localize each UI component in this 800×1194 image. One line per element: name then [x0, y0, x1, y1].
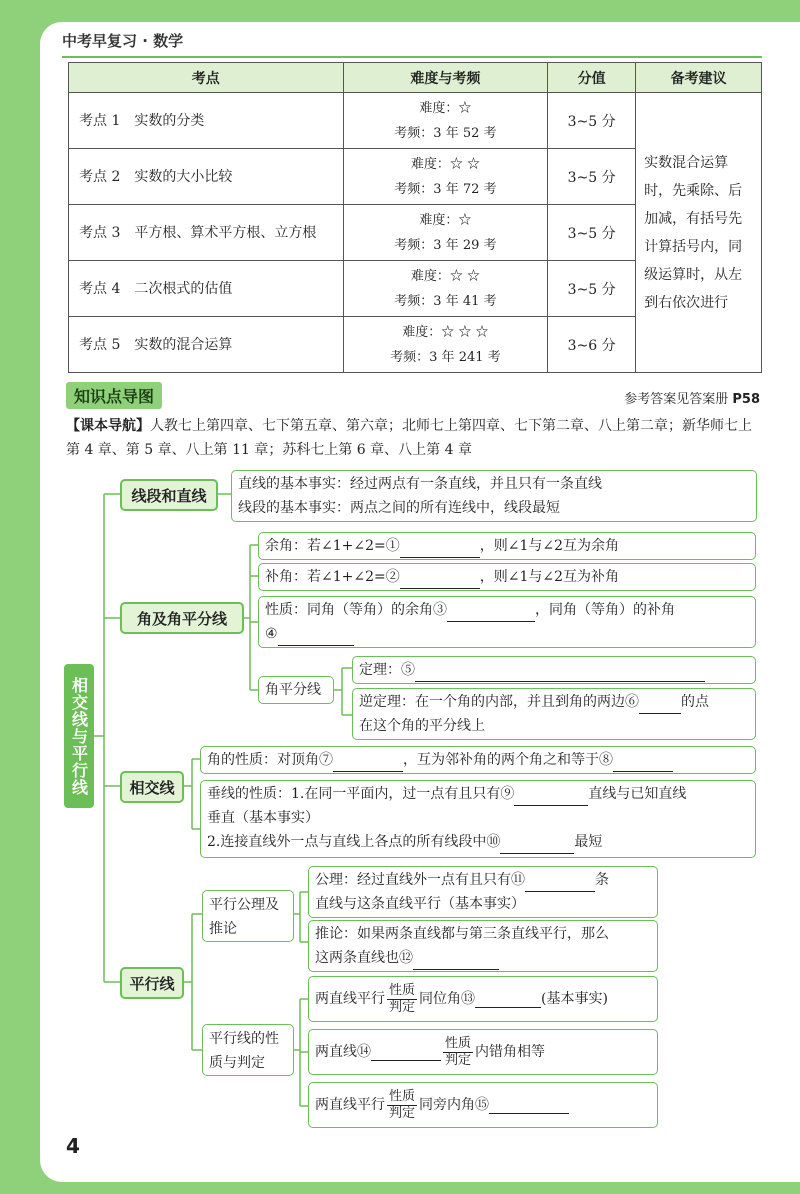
co-interior-angle-box	[308, 1082, 658, 1128]
score-cell: 3~5 分	[548, 93, 636, 149]
blank-8	[613, 754, 673, 772]
blank-11	[525, 874, 595, 892]
frequency-text: 考频：3 年 29 考	[394, 237, 497, 253]
bisector-converse-text: 逆定理：在一个角的内部，并且到角的两边⑥	[359, 694, 639, 710]
blank-9	[514, 788, 588, 806]
alternate-angle-box	[308, 1029, 658, 1075]
perpendicular-text-2: 2.连接直线外一点与直线上各点的所有线段中⑩	[207, 834, 501, 850]
page-header-title: 中考早复习 · 数学	[62, 32, 184, 50]
blank-5	[415, 664, 705, 682]
frequency-text: 考频：3 年 72 考	[394, 181, 497, 197]
blank-3	[447, 604, 535, 622]
perpendicular-text-1-line2: 垂直（基本事实）	[207, 810, 319, 826]
rule-1-mid: 同位角⑬	[419, 991, 476, 1007]
complementary-text-end: ，则∠1与∠2互为余角	[479, 538, 620, 554]
topic-intersecting-lines: 相交线	[120, 771, 184, 803]
vertical-angle-mid: ，互为邻补角的两个角之和等于⑧	[403, 752, 613, 768]
parallel-corollary-box	[308, 920, 658, 972]
bisector-converse-line2: 在这个角的平分线上	[359, 718, 485, 734]
difficulty-text: 难度：☆	[419, 100, 472, 116]
blank-13	[475, 990, 541, 1008]
answer-reference-text: 参考答案见答案册	[624, 392, 729, 407]
exam-point-cell: 考点 5 实数的混合运算	[69, 317, 344, 373]
fraction-top: 性质	[389, 982, 416, 998]
blank-6	[639, 696, 681, 714]
subtopic-parallel-axiom	[202, 890, 294, 942]
table-header-cell: 考点	[69, 63, 344, 93]
advice-cell: 实数混合运算时，先乘除、后加减，有括号先计算括号内，同级运算时，从左到右依次进行	[636, 93, 762, 373]
blank-1	[400, 540, 480, 558]
fraction-top: 性质	[389, 1088, 416, 1104]
table-header-cell: 备考建议	[636, 63, 762, 93]
complementary-angle-box	[258, 532, 756, 560]
exam-point-cell: 考点 2 实数的大小比较	[69, 149, 344, 205]
angle-property-text: 性质：同角（等角）的余角③	[265, 602, 447, 618]
topic-parallel-lines: 平行线	[120, 967, 184, 999]
bisector-converse-box	[352, 688, 756, 740]
score-cell: 3~5 分	[548, 205, 636, 261]
rule-1-text: 两直线平行	[315, 991, 385, 1007]
bisector-converse-end: 的点	[681, 694, 709, 710]
rule-3-text: 两直线平行	[315, 1097, 385, 1113]
rule-2-text: 两直线⑭	[315, 1044, 371, 1060]
perpendicular-text-1: 垂线的性质：1.在同一平面内，过一点有且只有⑨	[207, 786, 515, 802]
section-title: 知识点导图	[66, 382, 162, 409]
score-cell: 3~5 分	[548, 261, 636, 317]
difficulty-text: 难度：☆ ☆ ☆	[402, 324, 489, 340]
rule-3-end: 同旁内角⑮	[419, 1097, 490, 1113]
frequency-text: 考频：3 年 241 考	[390, 349, 501, 365]
parallel-corollary-line1: 推论：如果两条直线都与第三条直线平行，那么	[315, 926, 609, 942]
score-cell: 3~6 分	[548, 317, 636, 373]
mind-map-root: 相交线与平行线	[64, 664, 94, 808]
frequency-text: 考频：3 年 52 考	[394, 125, 497, 141]
navigation-text: 人教七上第四章、七下第五章、第六章；北师七上第四章、七下第二章、八上第二章；新华师七上第 4 章、第 5 章、八上第 11 章；苏科七上第 6 章、八上第 4 章	[66, 418, 752, 458]
difficulty-text: 难度：☆	[419, 212, 472, 228]
subtopic-parallel-property	[202, 1024, 294, 1076]
blank-7	[333, 754, 403, 772]
property-judgment-fraction	[387, 1089, 417, 1122]
exam-point-cell: 考点 3 平方根、算术平方根、立方根	[69, 205, 344, 261]
exam-point-cell: 考点 1 实数的分类	[69, 93, 344, 149]
answer-reference-page: P58	[732, 392, 760, 407]
parallel-axiom-line2: 直线与这条直线平行（基本事实）	[315, 896, 525, 912]
supplementary-angle-box	[258, 563, 756, 591]
frequency-text: 考频：3 年 41 考	[394, 293, 497, 309]
subtopic-parallel-axiom-line2: 推论	[209, 921, 237, 937]
topic-angle: 角及角平分线	[120, 602, 244, 634]
angle-property-end: ④	[265, 626, 278, 642]
perpendicular-box	[200, 780, 756, 858]
angle-property-box	[258, 596, 756, 648]
fraction-bottom: 判定	[389, 999, 416, 1015]
property-judgment-fraction	[443, 1036, 473, 1069]
perpendicular-text-2-end: 最短	[574, 834, 603, 850]
parallel-axiom-text: 公理：经过直线外一点有且只有⑪	[315, 872, 525, 888]
rule-2-end: 内错角相等	[475, 1044, 546, 1060]
subtopic-parallel-property-line1: 平行线的性	[209, 1031, 279, 1047]
rule-1-end: (基本事实)	[541, 991, 608, 1007]
perpendicular-text-1-end: 直线与已知直线	[588, 786, 687, 802]
blank-14	[371, 1043, 441, 1061]
subtopic-parallel-axiom-line1: 平行公理及	[209, 897, 279, 913]
fraction-bottom: 判定	[445, 1052, 472, 1068]
difficulty-text: 难度：☆ ☆	[410, 268, 480, 284]
bisector-theorem-box	[352, 656, 756, 684]
blank-4	[278, 628, 354, 646]
segment-facts-box	[231, 470, 757, 522]
vertical-angle-box	[200, 746, 756, 774]
subtopic-parallel-property-line2: 质与判定	[209, 1055, 265, 1071]
blank-12	[413, 952, 499, 970]
score-cell: 3~5 分	[548, 149, 636, 205]
subtopic-angle-bisector: 角平分线	[258, 676, 334, 704]
parallel-corollary-line2: 这两条直线也⑫	[315, 950, 413, 966]
table-header-cell: 分值	[548, 63, 636, 93]
supplementary-text-end: ，则∠1与∠2互为补角	[479, 569, 620, 585]
bisector-theorem-text: 定理：⑤	[359, 662, 415, 678]
fraction-bottom: 判定	[389, 1105, 416, 1121]
line-fact: 直线的基本事实：经过两点有一条直线，并且只有一条直线	[238, 476, 602, 492]
vertical-angle-text: 角的性质：对顶角⑦	[207, 752, 333, 768]
table-header-cell: 难度与考频	[343, 63, 548, 93]
blank-15	[489, 1096, 569, 1114]
navigation-label: 【课本导航】	[66, 418, 150, 434]
difficulty-text: 难度：☆ ☆	[410, 156, 480, 172]
parallel-axiom-box	[308, 866, 658, 918]
blank-2	[400, 571, 480, 589]
segment-fact: 线段的基本事实：两点之间的所有连线中，线段最短	[238, 500, 560, 516]
page-number: 4	[66, 1134, 80, 1158]
complementary-text: 余角：若∠1+∠2=①	[265, 538, 400, 554]
fraction-top: 性质	[445, 1035, 472, 1051]
exam-point-cell: 考点 4 二次根式的估值	[69, 261, 344, 317]
corresponding-angle-box	[308, 976, 658, 1022]
blank-10	[500, 836, 574, 854]
parallel-axiom-end: 条	[595, 872, 609, 888]
topic-segment-line: 线段和直线	[120, 479, 218, 511]
angle-property-mid: ，同角（等角）的补角	[535, 602, 675, 618]
supplementary-text: 补角：若∠1+∠2=②	[265, 569, 400, 585]
property-judgment-fraction	[387, 983, 417, 1016]
